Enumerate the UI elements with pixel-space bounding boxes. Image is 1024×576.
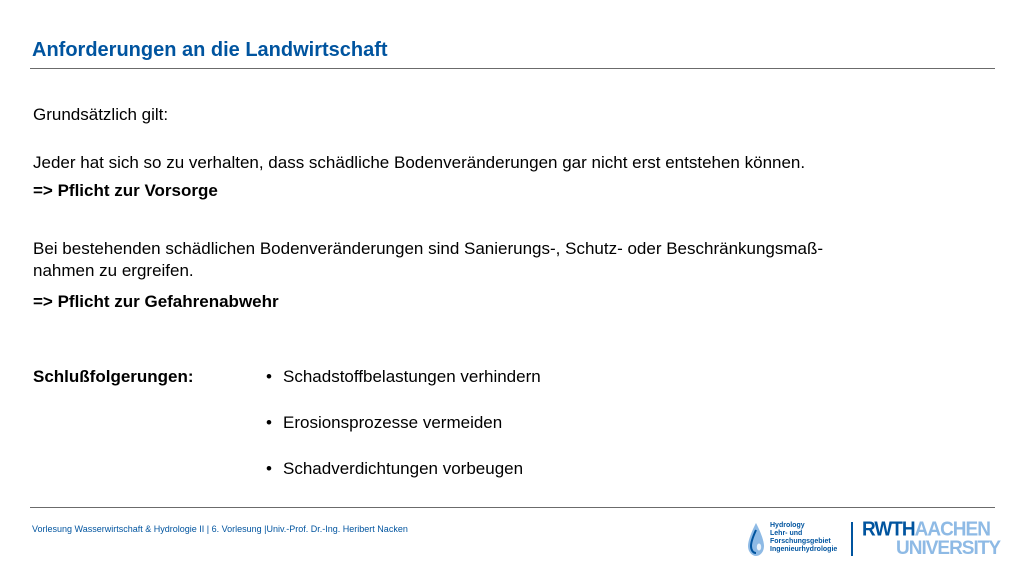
duty-prevention: => Pflicht zur Vorsorge <box>33 181 218 200</box>
list-item-text: Schadverdichtungen vorbeugen <box>283 459 524 478</box>
list-item <box>266 458 541 480</box>
rwth-logo <box>862 518 1001 560</box>
bullet-icon: • <box>266 413 272 432</box>
list-item-text: Schadstoffbelastungen verhindern <box>283 367 541 386</box>
paragraph-remediation-line1: Bei bestehenden schädlichen Bodenveränderungen sind Sanierungs-, Schutz- oder Beschränkungsmaß- <box>33 239 824 258</box>
list-item <box>266 412 541 434</box>
hydrology-logo-line: Forschungsgebiet <box>770 538 831 545</box>
bullet-icon: • <box>266 367 272 386</box>
hydrology-logo-text <box>770 522 850 554</box>
hydrology-logo-line: Ingenieurhydrologie <box>770 546 838 553</box>
footer-lecture-info: Vorlesung Wasserwirtschaft & Hydrologie II | 6. Vorlesung |Univ.-Prof. Dr.-Ing. Heribert Nacken <box>32 524 408 534</box>
list-item <box>266 366 541 388</box>
footer-divider <box>30 507 995 508</box>
rwth-wordmark: RWTH <box>862 518 915 541</box>
water-drop-icon <box>746 522 766 558</box>
conclusions-label: Schlußfolgerungen: <box>33 367 194 386</box>
hydrology-logo-line: Hydrology <box>770 522 805 529</box>
hydrology-logo-line: Lehr- und <box>770 530 803 537</box>
intro-text: Grundsätzlich gilt: <box>33 105 169 124</box>
paragraph-prevention: Jeder hat sich so zu verhalten, dass schädliche Bodenveränderungen gar nicht erst entstehen können. <box>33 153 806 172</box>
conclusions-list <box>266 366 541 504</box>
list-item-text: Erosionsprozesse vermeiden <box>283 413 503 432</box>
university-wordmark: UNIVERSITY <box>896 538 1001 559</box>
bullet-icon: • <box>266 459 272 478</box>
duty-hazard-defense: => Pflicht zur Gefahrenabwehr <box>33 292 279 311</box>
title-divider <box>30 68 995 69</box>
page-title: Anforderungen an die Landwirtschaft <box>32 39 388 61</box>
paragraph-remediation-line2: nahmen zu ergreifen. <box>33 261 194 280</box>
hydrology-logo <box>744 520 844 562</box>
rwth-logo-line1 <box>862 520 998 540</box>
logo-separator <box>851 522 853 556</box>
aachen-wordmark: AACHEN <box>914 518 990 541</box>
